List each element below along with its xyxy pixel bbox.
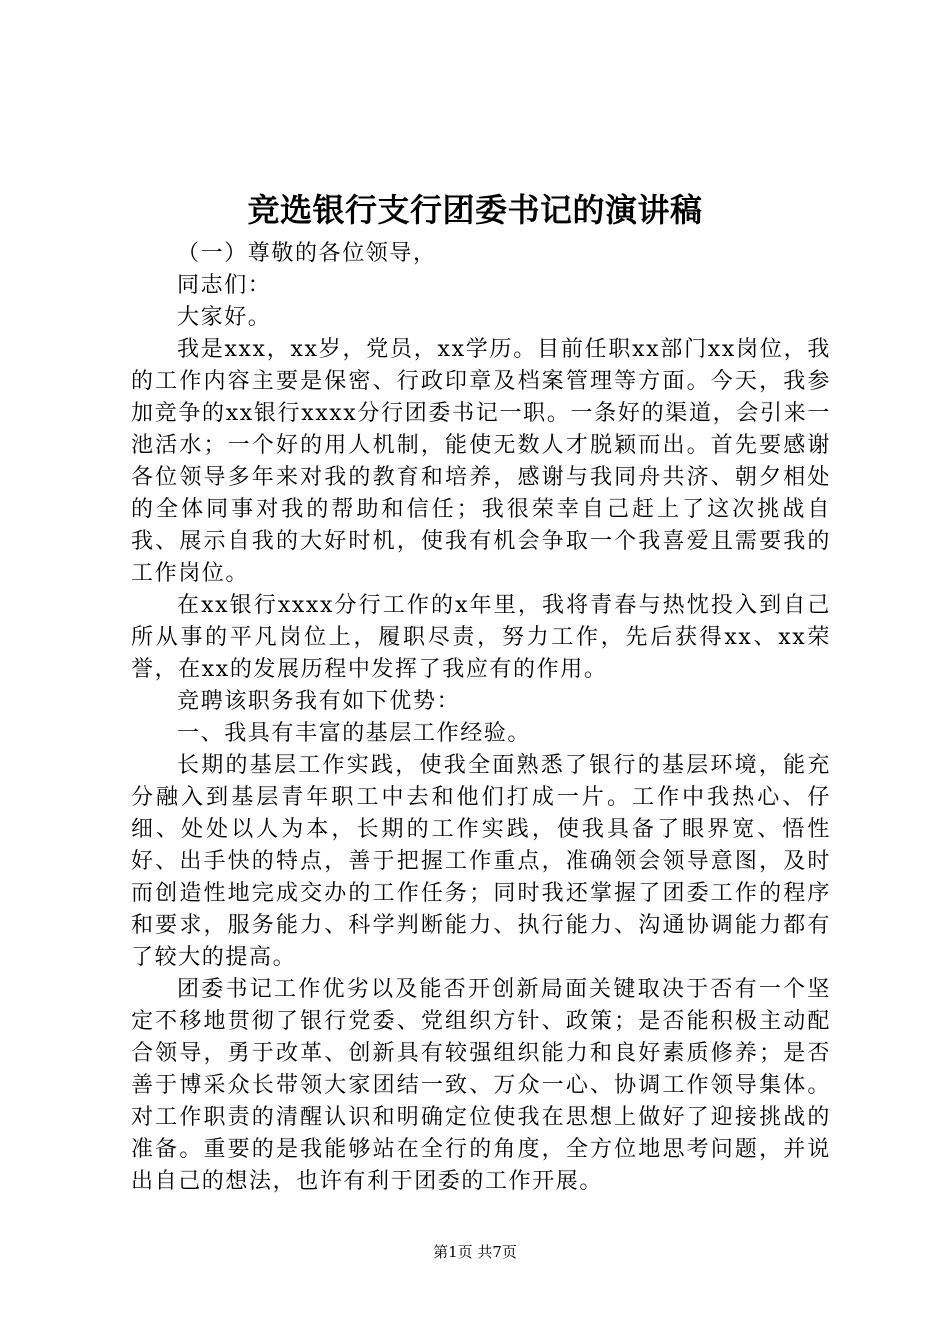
document-title: 竞选银行支行团委书记的演讲稿 — [247, 191, 703, 229]
paragraph-advantages-intro: 竞聘该职务我有如下优势： — [177, 689, 461, 714]
paragraph-greeting-comrades: 同志们： — [177, 273, 272, 298]
paragraph-advantage-heading-1: 一、我具有丰富的基层工作经验。 — [177, 721, 532, 746]
paragraph-salutation: （一）尊敬的各位领导， — [177, 241, 437, 266]
paragraph-greeting-all: 大家好。 — [177, 305, 272, 330]
page-number-footer: 第1页 共7页 — [433, 1243, 517, 1261]
paragraph-self-introduction: 我是xxx，xx岁，党员，xx学历。目前任职xx部门xx岗位，我的工作内容主要是保密、行政印章及档案管理等方面。今天，我参加竞争的xx银行xxxx分行团委书记一职。一条好的渠道，会引来一池活水；一个好的用人机制，能使无数人才脱颖而出。首先要感谢各位领导多年来对我的教育和培养，感谢与我同舟共济、朝夕相处的全体同事对我的帮助和信任；我很荣幸自己赶上了这次挑战自我、展示自我的大好时机，使我有机会争取一个我喜爱且需要我的工作岗位。 — [131, 337, 831, 586]
paragraph-grassroots-experience: 长期的基层工作实践，使我全面熟悉了银行的基层环境，能充分融入到基层青年职工中去和他们打成一片。工作中我热心、仔细、处处以人为本，长期的工作实践，使我具备了眼界宽、悟性好、出手快的特点，善于把握工作重点，准确领会领导意图，及时而创造性地完成交办的工作任务；同时我还掌握了团委工作的程序和要求，服务能力、科学判断能力、执行能力、沟通协调能力都有了较大的提高。 — [131, 753, 831, 970]
paragraph-role-understanding: 团委书记工作优劣以及能否开创新局面关键取决于否有一个坚定不移地贯彻了银行党委、党组织方针、政策；是否能积极主动配合领导，勇于改革、创新具有较强组织能力和良好素质修养；是否善于博采众长带领大家团结一致、万众一心、协调工作领导集体。对工作职责的清醒认识和明确定位使我在思想上做好了迎接挑战的准备。重要的是我能够站在全行的角度，全方位地思考问题，并说出自己的想法，也许有利于团委的工作开展。 — [131, 977, 831, 1194]
document-body — [131, 238, 831, 1198]
paragraph-work-history: 在xx银行xxxx分行工作的x年里，我将青春与热忱投入到自己所从事的平凡岗位上，履职尽责，努力工作，先后获得xx、xx荣誉，在xx的发展历程中发挥了我应有的作用。 — [131, 593, 831, 682]
